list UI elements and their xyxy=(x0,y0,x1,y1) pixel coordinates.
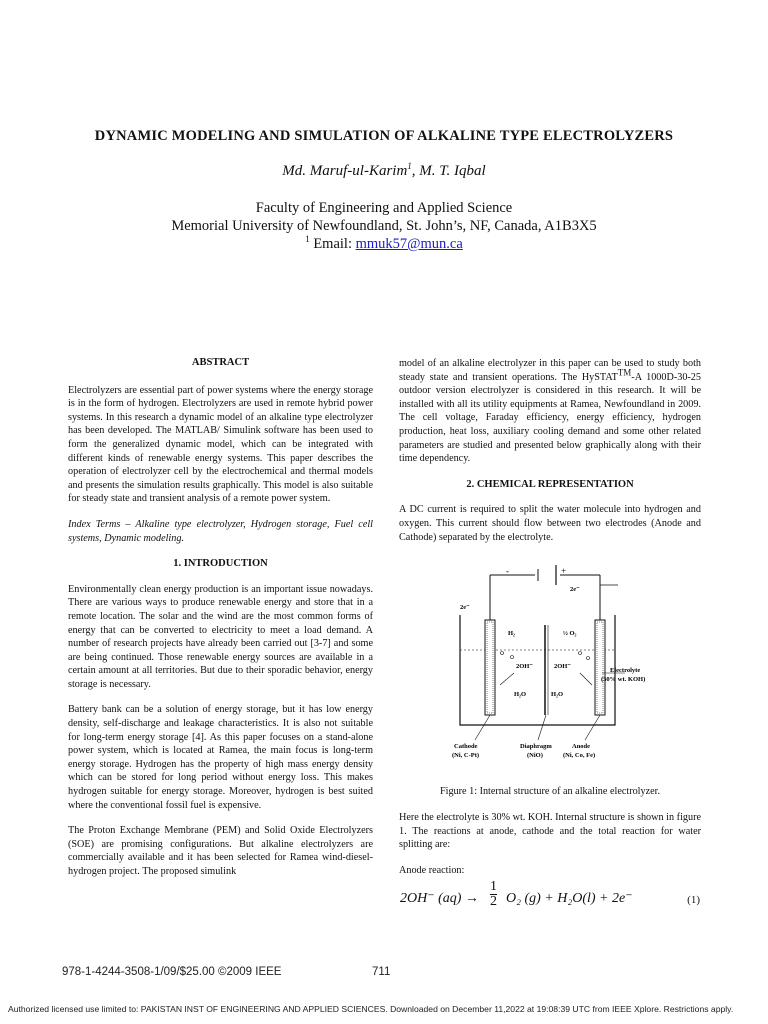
chem-paragraph-2: Here the electrolyte is 30% wt. KOH. Internal structure is shown in figure 1. The reactions at anode, cathode and the total reaction for water splitting are: xyxy=(399,812,701,851)
cathode-label: Cathode xyxy=(454,743,478,750)
equation-number: (1) xyxy=(687,894,700,906)
affiliation-line-1: Faculty of Engineering and Applied Science xyxy=(255,200,513,216)
abstract-heading: ABSTRACT xyxy=(191,357,250,368)
trademark-sup: TM xyxy=(617,367,632,378)
equation-fraction xyxy=(490,880,497,909)
oh-right-label: 2OH⁻ xyxy=(554,663,571,670)
intro-paragraph-3: The Proton Exchange Membrane (PEM) and Solid Oxide Electrolyzers (SOE) are promising configurations. But alkaline electrolyzers are commercially available and it has been selected for Ramea wind-diesel-hydrogen project. The proposed simulink xyxy=(68,825,373,877)
affiliation-line-2: Memorial University of Newfoundland, St. John’s, NF, Canada, A1B3X5 xyxy=(171,218,597,234)
paper-title: DYNAMIC MODELING AND SIMULATION OF ALKALINE TYPE ELECTROLYZERS xyxy=(94,128,674,144)
anode-reaction-label: Anode reaction: xyxy=(399,864,465,876)
author-line xyxy=(0,163,768,180)
anode-sublabel: (Ni, Co, Fe) xyxy=(563,752,596,759)
electrolyte-sublabel: (30% wt. KOH) xyxy=(601,676,646,683)
equation-1 xyxy=(400,880,700,920)
email-label: Email: xyxy=(309,236,356,252)
right-column-bottom xyxy=(399,811,701,889)
o2-label: ½ O₂ xyxy=(563,630,577,637)
plus-sign: + xyxy=(561,566,567,576)
minus-sign: - xyxy=(506,566,509,576)
h2o-right-label: H₂O xyxy=(551,691,564,698)
right-p1-b: -A 1000D-30-25 outdoor version electrolyzer is considered in this research. It will be installed with all its utility equipments at Ramea, Newfoundland in 2009. The cell voltage, Faraday efficiency, energy efficiency, hydrogen production, heat loss, auxiliary cooling demand and some other related parameters are studied and presented below graphically along with their time dependency. xyxy=(399,371,701,465)
authorized-use-notice: Authorized licensed use limited to: PAKISTAN INST OF ENGINEERING AND APPLIED SCIENCES. Downloaded on December 11,2022 at 19:08:39 UTC from IEEE Xplore. Restrictions apply. xyxy=(8,1004,734,1014)
chem-heading: 2. CHEMICAL REPRESENTATION xyxy=(466,478,634,490)
electrolyte-label: Electrolyte xyxy=(610,667,641,674)
electrolyzer-figure xyxy=(430,565,660,765)
isbn-line: 978-1-4244-3508-1/09/$25.00 ©2009 IEEE xyxy=(62,966,282,978)
email-sup: 1 xyxy=(305,234,310,245)
abstract-text: Electrolyzers are essential part of power systems where the energy storage is in the form of hydrogen. Electrolyzers are used in remote hybrid power systems. In this research a dynamic model of an alkaline type electrolyzer has been developed. The MATLAB/ Simulink software has been used to form the generalized dynamic model, which can be integrated with different kinds of renewable energy systems. This paper describes the operation of electrolyzer cell by the electrochemical and thermal models and presents the simulation results graphically. This model is also suitable for steady state and transient analysis of a remote power system. xyxy=(68,384,373,505)
fraction-numerator: 1 xyxy=(490,879,497,894)
h2o-left-label: H₂O xyxy=(514,691,527,698)
intro-heading: 1. INTRODUCTION xyxy=(173,558,268,570)
email-line xyxy=(0,235,768,253)
affiliation-block xyxy=(0,199,768,253)
right-paragraph-1 xyxy=(399,357,701,466)
e-left-label: 2e⁻ xyxy=(460,604,470,611)
author-1-sup: 1 xyxy=(407,161,412,171)
equation-rhs: O₂ (g) + H₂O(l) + 2e⁻ xyxy=(506,891,633,906)
right-column-top xyxy=(399,357,701,556)
intro-paragraph-1: Environmentally clean energy production is an important issue nowadays. There are various ways to produce renewable energy and store that in a remote location. The solar and the wind are the most common forms of energy that can be converted to electricity to meet a load demand. A number of research projects have already been carried out [3-7] and some are being continued. Those renewable energy sources are available in a certain amount at all territories. But due to their sporadic behavior, energy storage is necessary. xyxy=(68,583,373,690)
right-p1-a: model of an alkaline electrolyzer in this paper can be used to study both steady state and transient operations. The HySTAT xyxy=(399,358,701,383)
diaphragm-label: Diaphragm xyxy=(520,743,552,750)
figure-caption: Figure 1: Internal structure of an alkaline electrolyzer. xyxy=(439,786,661,797)
index-terms: Index Terms – Alkaline type electrolyzer, Hydrogen storage, Fuel cell systems, Dynamic modeling. xyxy=(68,518,373,544)
author-2: , M. T. Iqbal xyxy=(411,163,486,179)
left-column xyxy=(68,356,373,891)
cathode-sublabel: (Ni, C-Pt) xyxy=(452,752,480,759)
anode-plate xyxy=(595,620,605,715)
e-right-label: 2e⁻ xyxy=(570,586,580,593)
intro-paragraph-2: Battery bank can be a solution of energy storage, but it has low energy density, self-discharge and leakage characteristics. It is also not suitable for long-term energy storage [4]. As this paper focuses on a stand-alone power system, which is located at Ramea, the main focus is long-term energy storage. Hydrogen has the property of high mass energy density which can be stored for long period without energy loss. This makes hydrogen suitable for energy storage. Moreover, hydrogen is best suited where the conventional fossil fuel is expensive. xyxy=(68,704,373,811)
cathode-plate xyxy=(485,620,495,715)
page-number: 711 xyxy=(372,966,391,978)
chem-paragraph-1: A DC current is required to split the water molecule into hydrogen and oxygen. This current should flow between two electrodes (Anode and Cathode) separated by the electrolyte. xyxy=(399,504,701,543)
anode-label: Anode xyxy=(572,743,591,750)
email-link[interactable]: mmuk57@mun.ca xyxy=(355,236,463,252)
fraction-denominator: 2 xyxy=(490,894,497,909)
diaphragm-sublabel: (NiO) xyxy=(527,752,543,759)
author-1: Md. Maruf-ul-Karim xyxy=(282,163,408,179)
oh-left-label: 2OH⁻ xyxy=(516,663,533,670)
h2-label: H₂ xyxy=(508,630,516,637)
equation-lhs: 2OH⁻ (aq) → xyxy=(400,891,479,906)
